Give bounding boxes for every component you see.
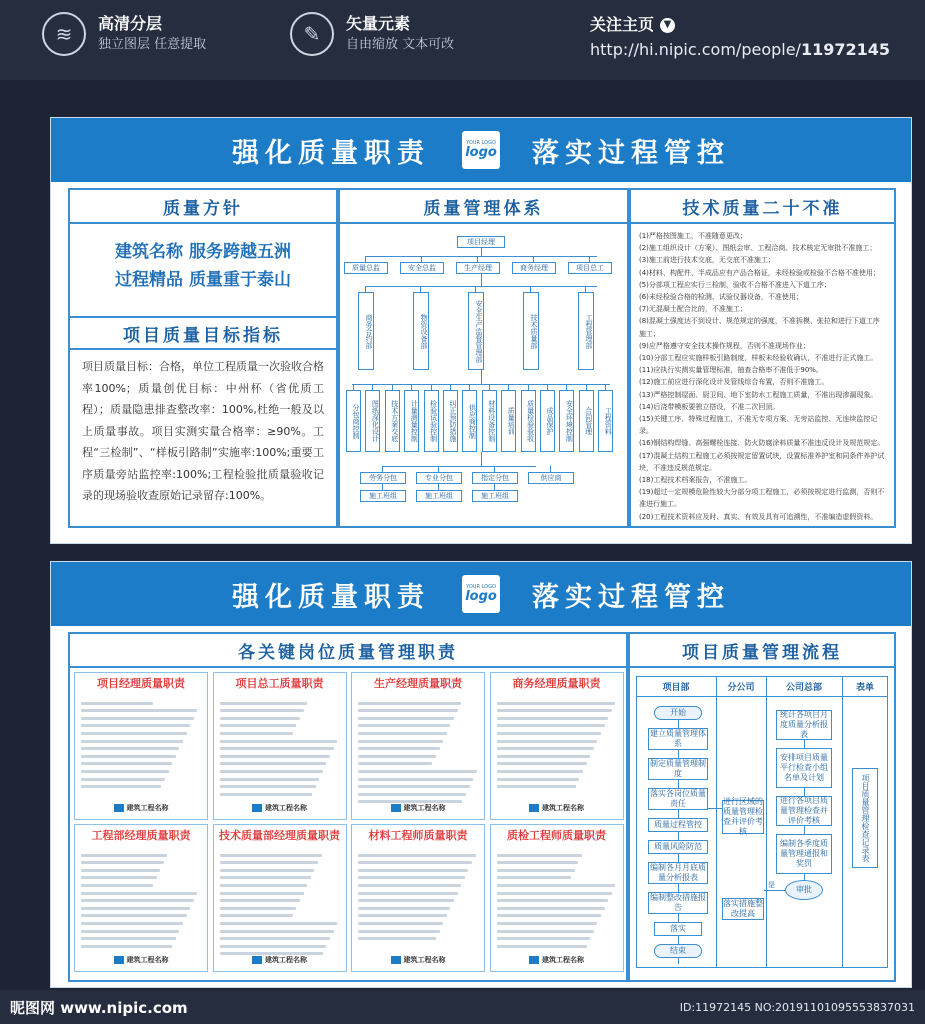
org-level4: 安全环境控制 <box>559 390 574 452</box>
rule-item: (14)后浇带模板要独立搭设，不准二次回顶。 <box>639 402 780 411</box>
duties-panel <box>68 632 628 982</box>
flow-step: 质量风险防范 <box>648 840 708 854</box>
policy-slogan: 建筑名称 服务跨越五洲 过程精品 质量重于泰山 <box>115 242 291 290</box>
org-level4: 材料设备控制 <box>482 390 497 452</box>
org-level5: 指定分包 <box>472 472 518 484</box>
feature-subtitle: 自由缩放 文本可改 <box>346 37 455 52</box>
policy-panel <box>68 188 338 528</box>
top-banner <box>0 0 925 80</box>
org-level5: 专业分包 <box>416 472 462 484</box>
flow-decision: 审批 <box>785 880 823 900</box>
rule-item: (11)应执行实测实量管理标准，抽查合格率不准低于90%。 <box>639 366 823 375</box>
duty-footer: 建筑工程名称 <box>352 955 484 965</box>
org-level4: 纠正预防措施 <box>443 390 458 452</box>
org-level2: 质量总监 <box>344 262 388 274</box>
org-level4: 成品保护 <box>540 390 555 452</box>
company-logo-icon <box>252 804 262 812</box>
rules-panel <box>629 188 896 528</box>
duty-card <box>490 824 624 972</box>
duty-card <box>490 672 624 820</box>
rule-item: (8)混凝土强度达不到设计、规范规定的强度，不准拆模、张拉和进行下道工序施工； <box>639 317 880 338</box>
flow-hq-step: 安排项目质量平行检查小组名单及计划 <box>776 748 832 788</box>
duty-footer: 建筑工程名称 <box>75 955 207 965</box>
org-level2: 商务经理 <box>512 262 556 274</box>
rule-item: (10)分部工程应实施样板引路制度，样板未经验收确认，不准进行正式施工。 <box>639 354 878 363</box>
org-level6: 施工班组 <box>360 490 406 502</box>
duty-text-lines <box>491 695 623 795</box>
logo: YOUR LOGO logo <box>462 131 500 169</box>
duty-title: 材料工程师质量职责 <box>368 829 468 842</box>
homepage-url[interactable]: http://hi.nipic.com/people/11972145 <box>590 40 891 59</box>
follow-homepage[interactable] <box>590 14 890 64</box>
flow-step: 编制各月月底质量分析报表 <box>650 863 706 882</box>
chevron-down-icon[interactable]: ▼ <box>660 18 675 33</box>
flow-step: 落实 <box>654 922 702 936</box>
duty-title: 商务经理质量职责 <box>512 677 601 690</box>
duty-text-lines <box>214 847 346 962</box>
duty-footer: 建筑工程名称 <box>491 955 623 965</box>
flow-panel <box>628 632 896 982</box>
rule-item: (5)分部项工程应实行三检制，验收不合格不准进入下道工序； <box>639 280 831 289</box>
feature-layers <box>42 12 206 56</box>
org-level3: 物资设备部 <box>413 292 429 370</box>
duty-title: 生产经理质量职责 <box>374 677 462 690</box>
duty-title: 工程部经理质量职责 <box>91 829 191 842</box>
flow-step: 制定质量管理制度 <box>650 759 706 778</box>
flow-branch-step: 进行区域的质量管理检查并评价考核 <box>723 797 763 836</box>
follow-label[interactable]: 关注主页 <box>590 15 655 34</box>
system-title: 质量管理体系 <box>340 190 627 224</box>
org-level2: 项目总工 <box>568 262 612 274</box>
rule-item: (17)混凝土结构工程施工必须按规定留置试块，设置标准养护室和同条件养护试块，不准违反规范规定。 <box>639 451 885 472</box>
image-id: ID:11972145 NO:20191101095553837031 <box>679 1000 915 1014</box>
layers-icon: ≋ <box>42 12 86 56</box>
org-level3: 技术质量部 <box>523 292 539 370</box>
rule-item: (12)施工前应进行深化设计及管线综合布置，否则不准施工。 <box>639 378 829 387</box>
flow-yes-label: 是 <box>768 881 775 889</box>
company-logo-icon <box>114 956 124 964</box>
duties-title: 各关键岗位质量管理职责 <box>70 634 626 668</box>
company-logo-icon <box>391 804 401 812</box>
rule-item: (3)施工前进行技术交底，无交底不准施工； <box>639 256 775 265</box>
board-title-left: 强化质量职责 <box>232 137 430 169</box>
flow-col-project: 项目部 <box>662 683 690 693</box>
flow-hq-step: 进行各项目质量管理检查并评价考核 <box>776 796 832 826</box>
logo: YOUR LOGO logo <box>462 575 500 613</box>
duty-card <box>351 672 485 820</box>
company-logo-icon <box>529 804 539 812</box>
rule-item: (13)严格控制屋面、厨卫间、地下室防水工程施工质量，不准出现渗漏现象。 <box>639 390 878 399</box>
board-title-left: 强化质量职责 <box>232 581 430 613</box>
duty-text-lines <box>491 847 623 954</box>
org-level3: 安全生产监督管理部 <box>468 292 484 370</box>
rules-title: 技术质量二十不准 <box>631 190 894 224</box>
org-level2: 安全总监 <box>400 262 444 274</box>
flow-step: 落实各岗位质量责任 <box>650 789 706 808</box>
duty-text-lines <box>352 695 484 810</box>
flow-branch-step: 落实措施整改提高 <box>723 899 763 918</box>
company-logo-icon <box>114 804 124 812</box>
goals-text: 项目质量目标：合格，单位工程质量一次验收合格率100%；质量创优目标：中州杯（省优质工程）；质量隐患排查整改率：100%,杜绝一般及以上质量事故。项目实测实量合格率：≥90%。工程“三检制”、“样板引路制”实施率:100%;重要工序质量旁站监控率:100%;工程检验批质量验收记录的现场验收查原始记录留存:100%。 <box>82 360 324 502</box>
org-level4: 质量培训 <box>501 390 516 452</box>
flow-step: 建立质量管理体系 <box>650 729 706 748</box>
duty-card <box>213 824 347 972</box>
org-level5: 供应商 <box>528 472 574 484</box>
company-logo-icon <box>252 956 262 964</box>
org-level2: 生产经理 <box>456 262 500 274</box>
feature-vector <box>290 12 454 56</box>
org-level5: 劳务分包 <box>360 472 406 484</box>
org-level4: 工程资料 <box>598 390 613 452</box>
org-level6: 施工班组 <box>472 490 518 502</box>
feature-title: 矢量元素 <box>346 14 411 33</box>
rule-item: (4)材料、构配件、半成品应有产品合格证，未经检验或检验不合格不准使用； <box>639 268 880 277</box>
board-header <box>51 118 911 182</box>
duty-footer: 建筑工程名称 <box>491 803 623 813</box>
duty-title: 项目总工质量职责 <box>235 677 324 690</box>
duty-title: 质检工程师质量职责 <box>507 829 606 842</box>
rule-item: (20)工程技术资料应及时、真实、有效及具有可追溯性，不准编造虚假资料。 <box>639 512 878 521</box>
rule-item: (1)严格按图施工，不准随意更改； <box>639 232 747 240</box>
duty-text-lines <box>214 695 346 802</box>
flow-title: 项目质量管理流程 <box>630 634 894 668</box>
board-title-right: 落实过程管控 <box>532 581 730 613</box>
system-panel <box>338 188 629 528</box>
org-level4: 质量检验验收 <box>521 390 536 452</box>
policy-title: 质量方针 <box>70 190 336 224</box>
flow-form: 项目质量管理检查记录表 <box>852 768 878 868</box>
rule-item: (2)施工组织设计（方案）、图纸会审、工程洽商、技术核定无审批不准施工； <box>639 244 877 253</box>
org-level4: 计量测量控制 <box>404 390 419 452</box>
org-top: 项目经理 <box>457 236 505 248</box>
org-level4: 合同管理 <box>579 390 594 452</box>
feature-subtitle: 独立图层 任意提取 <box>98 37 207 52</box>
duty-card <box>213 672 347 820</box>
rule-item: (7)无混凝土配合比的，不准施工； <box>639 305 747 314</box>
duty-text-lines <box>352 847 484 947</box>
flow-end: 结束 <box>654 944 702 958</box>
duty-footer: 建筑工程名称 <box>75 803 207 813</box>
org-level3: 工程管理部 <box>578 292 594 370</box>
duty-footer: 建筑工程名称 <box>214 803 346 813</box>
rules-list <box>631 224 894 529</box>
rule-item: (6)未经检验合格的检测、试验仪器设备，不准使用； <box>639 293 803 302</box>
rule-item: (18)工程技术档案报告，不准施工。 <box>639 476 752 485</box>
flow-col-form: 表单 <box>855 683 874 693</box>
board-title-right: 落实过程管控 <box>532 137 730 169</box>
org-level4: 供应商控制 <box>462 390 477 452</box>
watermark-bar <box>0 990 925 1024</box>
board-header <box>51 562 911 626</box>
rule-item: (19)超过一定规模危险性较大分部分项工程施工，必须按规定进行监测，否则不准进行施工。 <box>639 488 885 509</box>
duty-title: 技术质量部经理质量职责 <box>219 829 340 842</box>
org-level6: 施工班组 <box>416 490 462 502</box>
board-quality-system <box>50 117 912 544</box>
flow-chart <box>630 668 894 978</box>
org-level4: 图纸深化设计 <box>365 390 380 452</box>
flow-hq-step: 编制各季度质量管理通报和奖罚 <box>776 834 832 874</box>
duty-card <box>74 824 208 972</box>
duty-footer: 建筑工程名称 <box>214 955 346 965</box>
flow-col-branch: 分公司 <box>727 683 755 693</box>
vector-pen-icon: ✎ <box>290 12 334 56</box>
org-level4: 分包商控制 <box>346 390 361 452</box>
flow-col-hq: 公司总部 <box>785 683 822 693</box>
flow-step: 质量过程管控 <box>648 818 708 832</box>
rule-item: (15)关键工序、特殊过程施工，不准无专项方案、无旁站监控、无连续监控记录。 <box>639 415 878 436</box>
board-quality-duties <box>50 561 912 988</box>
flow-step: 编制整改措施报告 <box>650 893 706 912</box>
duty-text-lines <box>75 695 207 795</box>
org-level4: 技术方案交底 <box>385 390 400 452</box>
goals-title: 项目质量目标指标 <box>70 316 336 350</box>
feature-title: 高清分层 <box>98 14 163 33</box>
duty-text-lines <box>75 847 207 954</box>
rule-item: (9)应严格遵守安全技术操作规程，否则不准现场作业； <box>639 341 810 350</box>
rule-item: (16)钢结构焊缝、高强螺栓连接、防火防腐涂料质量不准违反设计及规范规定。 <box>639 439 885 448</box>
flow-hq-step: 统计各项目月度质量分析报表 <box>776 710 832 740</box>
duties-grid <box>70 668 626 978</box>
duty-card <box>351 824 485 972</box>
company-logo-icon <box>529 956 539 964</box>
flow-start: 开始 <box>654 706 702 720</box>
duty-title: 项目经理质量职责 <box>97 677 185 690</box>
company-logo-icon <box>391 956 401 964</box>
duty-footer: 建筑工程名称 <box>352 803 484 813</box>
org-chart <box>340 224 627 524</box>
org-level4: 检验试验控制 <box>424 390 439 452</box>
duty-card <box>74 672 208 820</box>
org-level3: 商务合约部 <box>358 292 374 370</box>
site-watermark: 昵图网 www.nipic.com <box>10 998 188 1017</box>
